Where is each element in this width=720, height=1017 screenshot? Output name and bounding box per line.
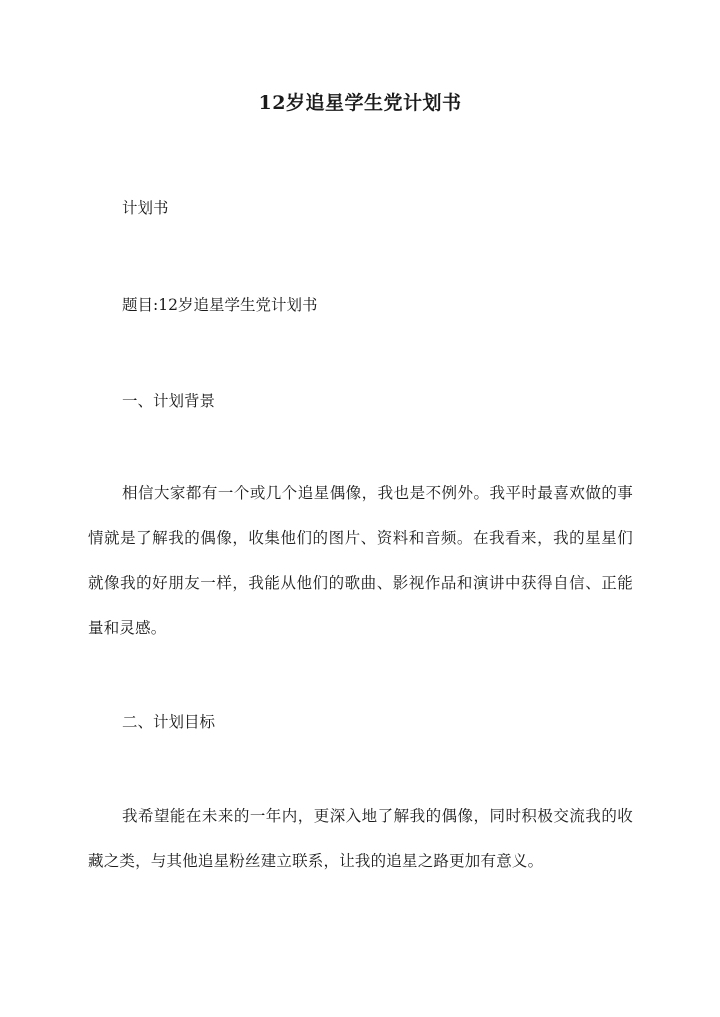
document-title: 12岁追星学生党计划书	[258, 92, 462, 114]
section1-paragraph: 相信大家都有一个或几个追星偶像，我也是不例外。我平时最喜欢做的事情就是了解我的偶像，收集他们的图片、资料和音频。在我看来，我的星星们就像我的好朋友一样，我能从他们的歌曲、影视作品和演讲中获得自信、正能量和灵感。	[88, 484, 633, 637]
section2-heading: 二、计划目标	[122, 713, 216, 731]
section2-paragraph: 我希望能在未来的一年内，更深入地了解我的偶像，同时积极交流我的收藏之类，与其他追星粉丝建立联系，让我的追星之路更加有意义。	[88, 807, 633, 870]
subject-line: 题目:12岁追星学生党计划书	[122, 296, 318, 314]
doc-label: 计划书	[122, 199, 169, 217]
section1-heading: 一、计划背景	[122, 392, 216, 410]
